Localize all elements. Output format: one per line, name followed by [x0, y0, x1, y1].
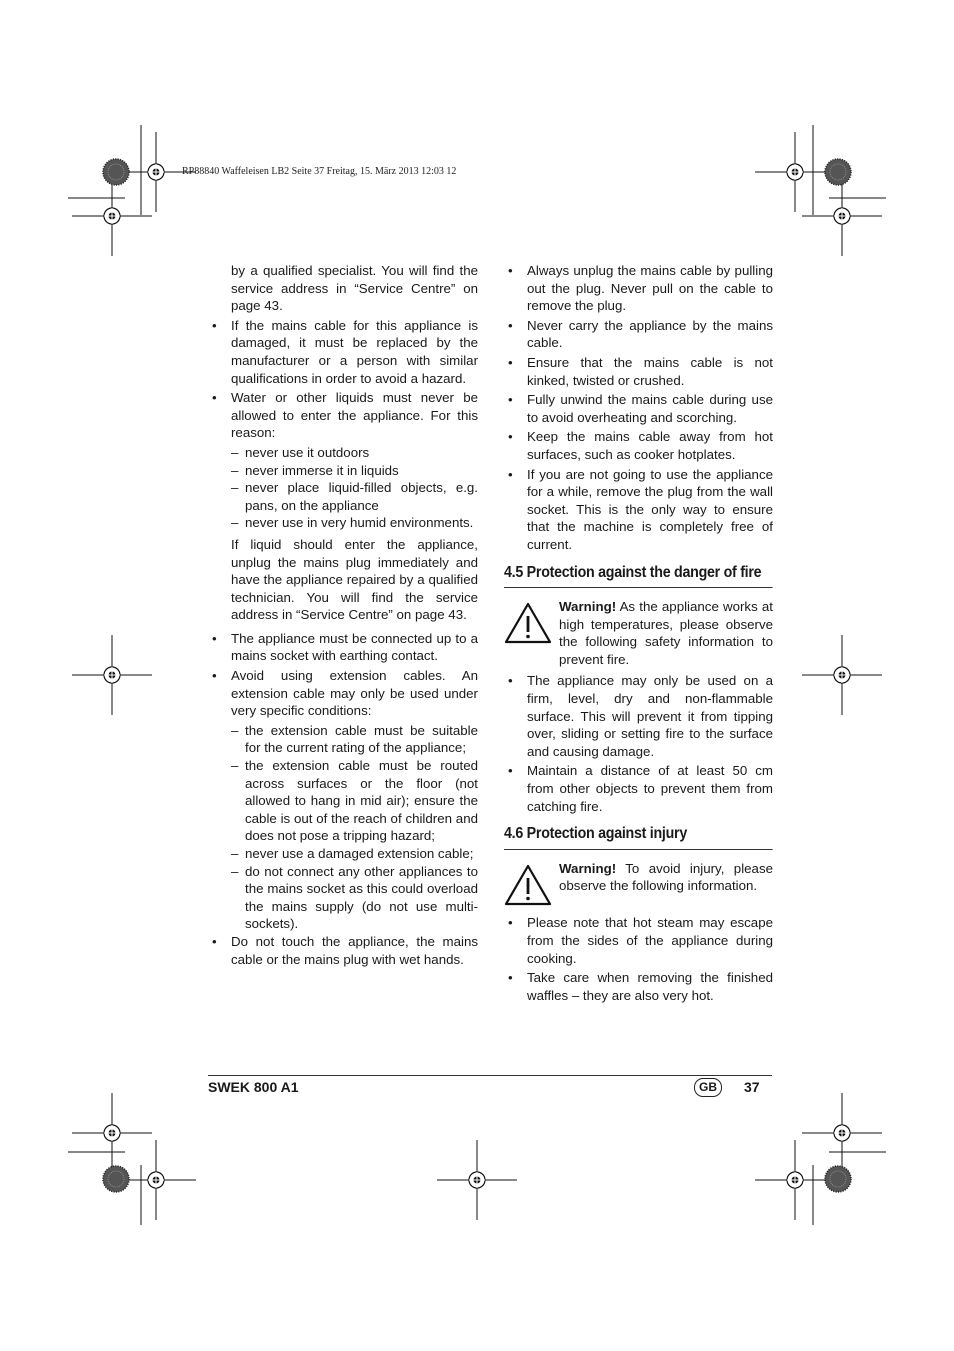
left-column	[208, 262, 478, 970]
dash-item: – never use in very humid environments.	[208, 514, 478, 532]
warning-label: Warning!	[559, 860, 617, 876]
dash-item: – the extension cable must be suitable for the current rating of the appliance;	[208, 722, 478, 757]
warning-box-injury	[504, 860, 773, 911]
intro-text: by a qualified specialist. You will find the service address in “Service Centre” on page 43.	[231, 263, 478, 314]
section-heading-fire: 4.5 Protection against the danger of fire	[504, 564, 773, 589]
right-column	[504, 262, 773, 1006]
bullet-water: • Water or other liquids must never be allowed to enter the appliance. For this reason:	[208, 389, 478, 442]
bullet-item: • Keep the mains cable away from hot surfaces, such as cooker hotplates.	[504, 428, 773, 463]
bullet-extension: • Avoid using extension cables. An extension cable may only be used under very specific conditions:	[208, 667, 478, 720]
dash-item: – the extension cable must be routed across surfaces or the floor (not allowed to hang in mid air); ensure the cable is out of the reach of children and does not pose a tripping hazard;	[208, 757, 478, 845]
print-info-line: RP88840 Waffeleisen LB2 Seite 37 Freitag, 15. März 2013 12:03 12	[182, 166, 457, 177]
language-badge: GB	[694, 1078, 722, 1097]
warning-text	[559, 598, 773, 668]
footer-divider	[208, 1075, 772, 1076]
warning-triangle-icon	[504, 860, 559, 911]
bullet-item: • Always unplug the mains cable by pulling out the plug. Never pull on the cable to remove the plug.	[504, 262, 773, 315]
bullet-item: • Ensure that the mains cable is not kinked, twisted or crushed.	[504, 354, 773, 389]
dash-item: – never use a damaged extension cable;	[208, 845, 478, 863]
dash-item: – never immerse it in liquids	[208, 462, 478, 480]
bullet-wet-hands: • Do not touch the appliance, the mains cable or the mains plug with wet hands.	[208, 933, 478, 968]
bullet-cable-damaged: • If the mains cable for this appliance is damaged, it must be replaced by the manufacturer or a person with similar qualifications in order to avoid a hazard.	[208, 317, 478, 387]
warning-label: Warning!	[559, 599, 617, 615]
bullet-item: • Never carry the appliance by the mains cable.	[504, 317, 773, 352]
liquid-paragraph: If liquid should enter the appliance, unplug the mains plug immediately and have the appliance repaired by a qualified technician. You will find the service address in “Service Centre” on page 43.	[231, 536, 478, 623]
bullet-item: • If you are not going to use the appliance for a while, remove the plug from the wall socket. This is the only way to ensure that the machine is completely free of current.	[504, 466, 773, 554]
warning-body: To avoid injury, please observe the following information.	[559, 860, 773, 894]
bullet-earthing: • The appliance must be connected up to a mains socket with earthing contact.	[208, 630, 478, 665]
footer-model: SWEK 800 A1	[208, 1079, 299, 1095]
bullet-item: • The appliance may only be used on a firm, level, dry and non-flammable surface. This will prevent it from tipping over, sliding or setting fire to the surface and causing damage.	[504, 672, 773, 760]
section-heading-injury: 4.6 Protection against injury	[504, 825, 773, 850]
warning-triangle-icon	[504, 598, 559, 668]
bullet-item: • Please note that hot steam may escape from the sides of the appliance during cooking.	[504, 914, 773, 967]
bullet-item: • Fully unwind the mains cable during use to avoid overheating and scorching.	[504, 391, 773, 426]
dash-item: – never use it outdoors	[208, 444, 478, 462]
dash-item: – never place liquid-filled objects, e.g. pans, on the appliance	[208, 479, 478, 514]
bullet-item: • Maintain a distance of at least 50 cm from other objects to prevent them from catching fire.	[504, 762, 773, 815]
warning-text	[559, 860, 773, 911]
page-number: 37	[744, 1079, 760, 1095]
bullet-item: • Take care when removing the finished waffles – they are also very hot.	[504, 969, 773, 1004]
dash-item: – do not connect any other appliances to the mains socket as this could overload the mains supply (do not use multi-sockets).	[208, 863, 478, 933]
warning-box-fire	[504, 598, 773, 668]
warning-body: As the appliance works at high temperatures, please observe the following safety information to prevent fire.	[559, 599, 773, 667]
